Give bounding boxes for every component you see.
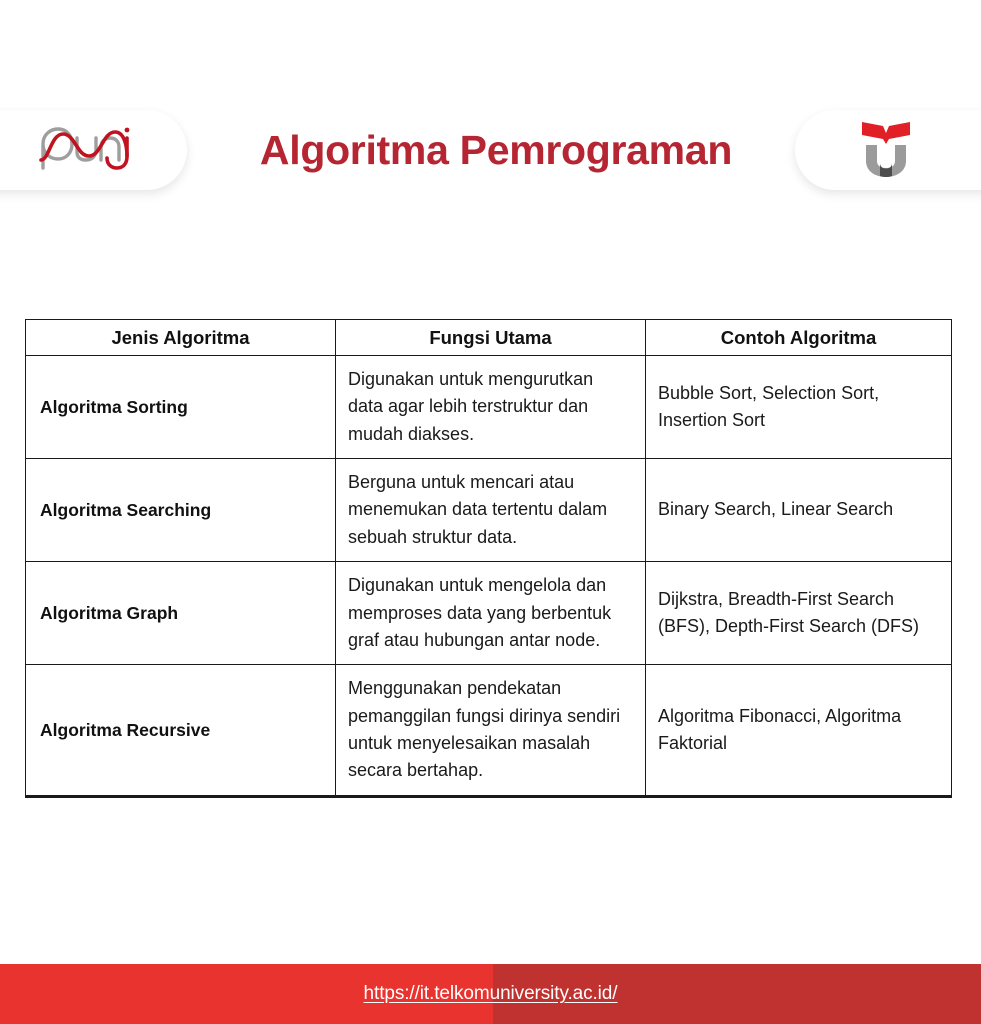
table-header-row	[26, 320, 952, 356]
purwadhika-wave-logo	[33, 122, 145, 179]
cell-algorithm-examples: Dijkstra, Breadth-First Search (BFS), Depth-First Search (DFS)	[646, 562, 952, 665]
cell-algorithm-function: Berguna untuk mencari atau menemukan data tertentu dalam sebuah struktur data.	[336, 459, 646, 562]
table-row	[26, 459, 952, 562]
cell-algorithm-examples: Algoritma Fibonacci, Algoritma Faktorial	[646, 665, 952, 796]
page-footer	[0, 964, 981, 1024]
cell-algorithm-function: Menggunakan pendekatan pemanggilan fungsi dirinya sendiri untuk menyelesaikan masalah secara bertahap.	[336, 665, 646, 796]
table-row	[26, 562, 952, 665]
page-title: Algoritma Pemrograman	[259, 126, 733, 173]
cell-algorithm-type: Algoritma Recursive	[26, 665, 336, 796]
right-logo-card	[795, 110, 981, 190]
telkom-university-logo	[857, 117, 915, 184]
column-header-fungsi-utama: Fungsi Utama	[336, 320, 646, 356]
cell-algorithm-type: Algoritma Sorting	[26, 356, 336, 459]
algorithm-table-container	[25, 319, 951, 798]
page-header	[0, 0, 981, 205]
algorithm-table	[25, 319, 952, 798]
left-logo-card	[0, 110, 187, 190]
table-row	[26, 665, 952, 796]
column-header-contoh-algoritma: Contoh Algoritma	[646, 320, 952, 356]
cell-algorithm-function: Digunakan untuk mengelola dan memproses data yang berbentuk graf atau hubungan antar node.	[336, 562, 646, 665]
table-row	[26, 356, 952, 459]
cell-algorithm-examples: Binary Search, Linear Search	[646, 459, 952, 562]
cell-algorithm-function: Digunakan untuk mengurutkan data agar lebih terstruktur dan mudah diakses.	[336, 356, 646, 459]
cell-algorithm-type: Algoritma Graph	[26, 562, 336, 665]
cell-algorithm-type: Algoritma Searching	[26, 459, 336, 562]
footer-website-link[interactable]: https://it.telkomuniversity.ac.id/	[363, 983, 618, 1004]
column-header-jenis-algoritma: Jenis Algoritma	[26, 320, 336, 356]
cell-algorithm-examples: Bubble Sort, Selection Sort, Insertion Sort	[646, 356, 952, 459]
